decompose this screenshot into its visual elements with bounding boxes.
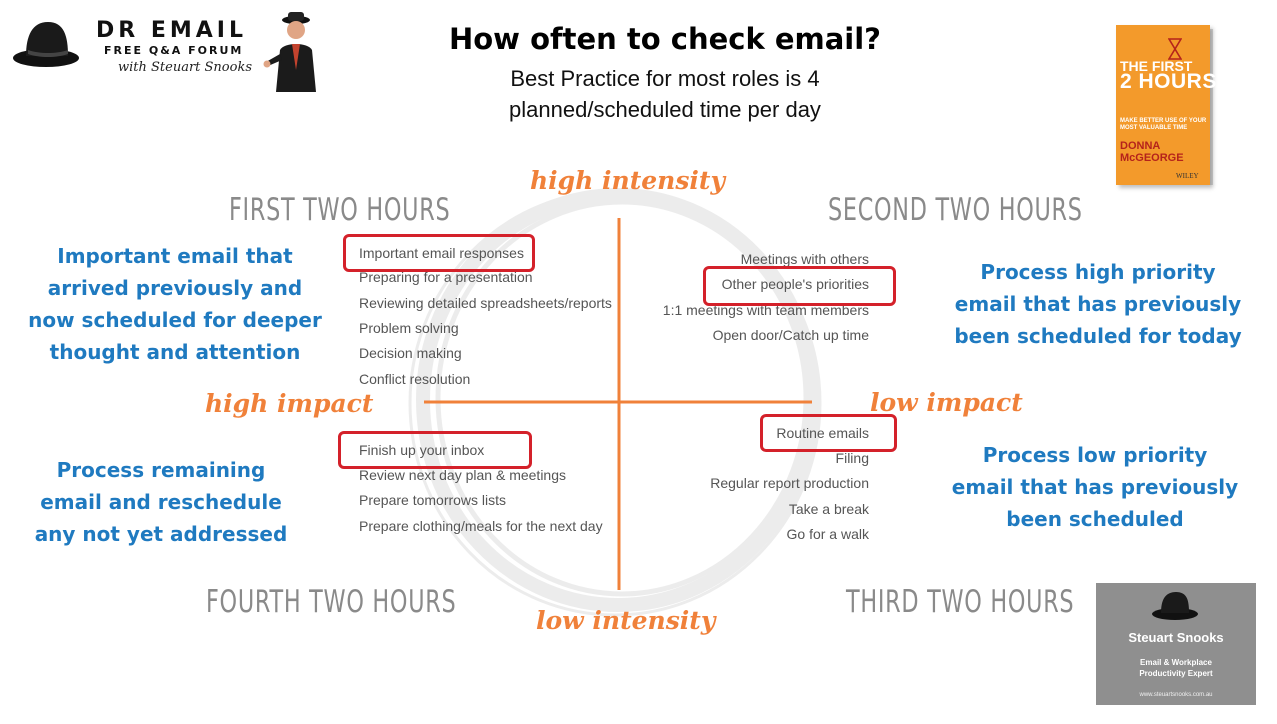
highlight-box-third [760,414,897,452]
note-bottom-right-line-1: Process low priority [982,443,1208,467]
note-bottom-right [948,439,1242,535]
note-bottom-left [20,454,302,550]
first-item-2: Preparing for a presentation [359,269,533,285]
second-item-4: Open door/Catch up time [712,327,869,343]
note-bottom-left-line-3: any not yet addressed [34,522,288,546]
logo-with-text: with Steuart Snooks [118,60,253,75]
card-name: Steuart Snooks [1128,630,1224,645]
third-item-4: Take a break [788,501,869,517]
axis-label-right: low impact [870,388,1023,417]
quadrant-heading-third: THIRD TWO HOURS [846,584,1075,620]
note-bottom-left-line-1: Process remaining [56,458,266,482]
logo-title: DR EMAIL [96,18,248,43]
note-top-left-line-1: Important email that [57,244,293,268]
highlight-box-first [343,234,535,272]
note-top-left-line-4: thought and attention [49,340,301,364]
logo-subtitle: FREE Q&A FORUM [104,44,244,57]
subtitle-line-2: planned/scheduled time per day [509,97,821,122]
highlight-box-fourth [338,431,532,469]
card-hat-icon [1150,588,1200,622]
fourth-item-2: Review next day plan & meetings [359,467,566,483]
first-item-6: Conflict resolution [359,371,471,387]
axis-label-bottom: low intensity [536,606,716,635]
highlight-box-second [703,266,896,306]
card-role-line-2: Productivity Expert [1139,669,1213,678]
note-bottom-right-line-3: been scheduled [1006,507,1184,531]
subtitle-line-1: Best Practice for most roles is 4 [510,66,820,91]
note-top-right-line-2: email that has previously [954,292,1242,316]
fourth-item-1: Finish up your inbox [359,442,485,458]
second-item-3: 1:1 meetings with team members [662,302,869,318]
third-item-1: Routine emails [776,425,869,441]
second-item-2: Other people's priorities [721,276,869,292]
card-url: www.steuartsnooks.com.au [1139,692,1213,698]
note-bottom-right-line-2: email that has previously [951,475,1239,499]
quadrant-heading-first: FIRST TWO HOURS [229,192,451,228]
note-top-left [20,240,330,368]
card-role [1096,657,1256,679]
first-item-5: Decision making [359,345,462,361]
book-tagline: MAKE BETTER USE OF YOUR MOST VALUABLE TIME [1120,118,1207,131]
book-author-first: DONNA [1120,140,1161,152]
note-top-right-line-3: been scheduled for today [954,324,1242,348]
quadrant-heading-fourth: FOURTH TWO HOURS [206,584,457,620]
note-top-right [948,256,1248,352]
note-bottom-left-line-2: email and reschedule [40,490,282,514]
axis-label-left: high impact [205,389,374,418]
fourth-item-3: Prepare tomorrows lists [359,492,507,508]
note-top-left-line-2: arrived previously and [47,276,303,300]
book-publisher: WILEY [1176,172,1199,180]
book-title-line-1: THE FIRST [1120,58,1193,74]
quadrant-heading-second: SECOND TWO HOURS [828,192,1083,228]
book-title-line-2: 2 HOURS [1120,70,1217,93]
third-item-3: Regular report production [710,475,869,491]
third-item-5: Go for a walk [786,526,869,542]
note-top-left-line-3: now scheduled for deeper [28,308,322,332]
first-item-3: Reviewing detailed spreadsheets/reports [359,295,612,311]
axis-label-top: high intensity [530,166,725,195]
second-item-1: Meetings with others [740,251,869,267]
first-item-4: Problem solving [359,320,459,336]
first-item-1: Important email responses [359,245,524,261]
fourth-item-4: Prepare clothing/meals for the next day [359,518,603,534]
card-role-line-1: Email & Workplace [1140,658,1212,667]
book-author-last: McGEORGE [1120,152,1184,164]
note-top-right-line-1: Process high priority [980,260,1216,284]
third-item-2: Filing [835,450,869,466]
page-title: How often to check email? [448,22,881,56]
